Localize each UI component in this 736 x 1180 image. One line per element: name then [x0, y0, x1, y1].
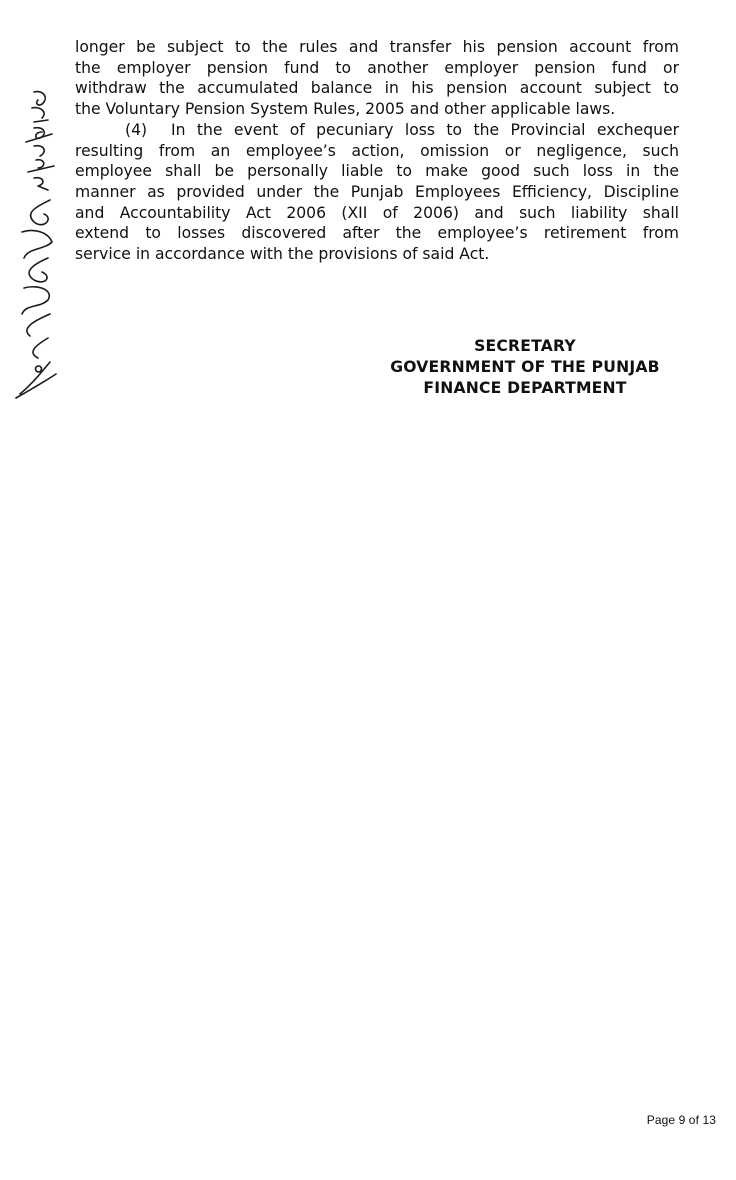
signatory-department: FINANCE DEPARTMENT	[423, 379, 627, 397]
signatory-title: SECRETARY	[474, 337, 576, 355]
paragraph-number: (4)	[125, 120, 148, 139]
text-line: manner as provided under the Punjab Employees Efficiency, Discipline	[75, 182, 679, 201]
text-line: withdraw the accumulated balance in his pension account subject to	[75, 79, 679, 98]
signature-block	[360, 336, 690, 399]
text-line: longer be subject to the rules and transfer his pension account from	[75, 38, 679, 56]
handwritten-signature	[4, 82, 68, 402]
text-fragment: In the event of pecuniary loss to the Provincial exchequer	[171, 120, 679, 139]
paragraph-continuation	[75, 37, 679, 120]
text-line: employee shall be personally liable to make good such loss in the	[75, 162, 679, 181]
text-line: the employer pension fund to another employer pension fund or	[75, 58, 679, 77]
text-line-first	[75, 120, 679, 141]
text-line: service in accordance with the provisions of said Act.	[75, 245, 490, 264]
text-line: and Accountability Act 2006 (XII of 2006) and such liability shall	[75, 203, 679, 222]
signatory-government: GOVERNMENT OF THE PUNJAB	[390, 358, 660, 376]
page-number: Page 9 of 13	[646, 1113, 716, 1127]
text-line: resulting from an employee’s action, omission or negligence, such	[75, 141, 679, 160]
paragraph-4	[75, 120, 679, 265]
document-body	[75, 37, 679, 265]
text-line: extend to losses discovered after the employee’s retirement from	[75, 224, 679, 243]
text-line: the Voluntary Pension System Rules, 2005 and other applicable laws.	[75, 100, 616, 119]
